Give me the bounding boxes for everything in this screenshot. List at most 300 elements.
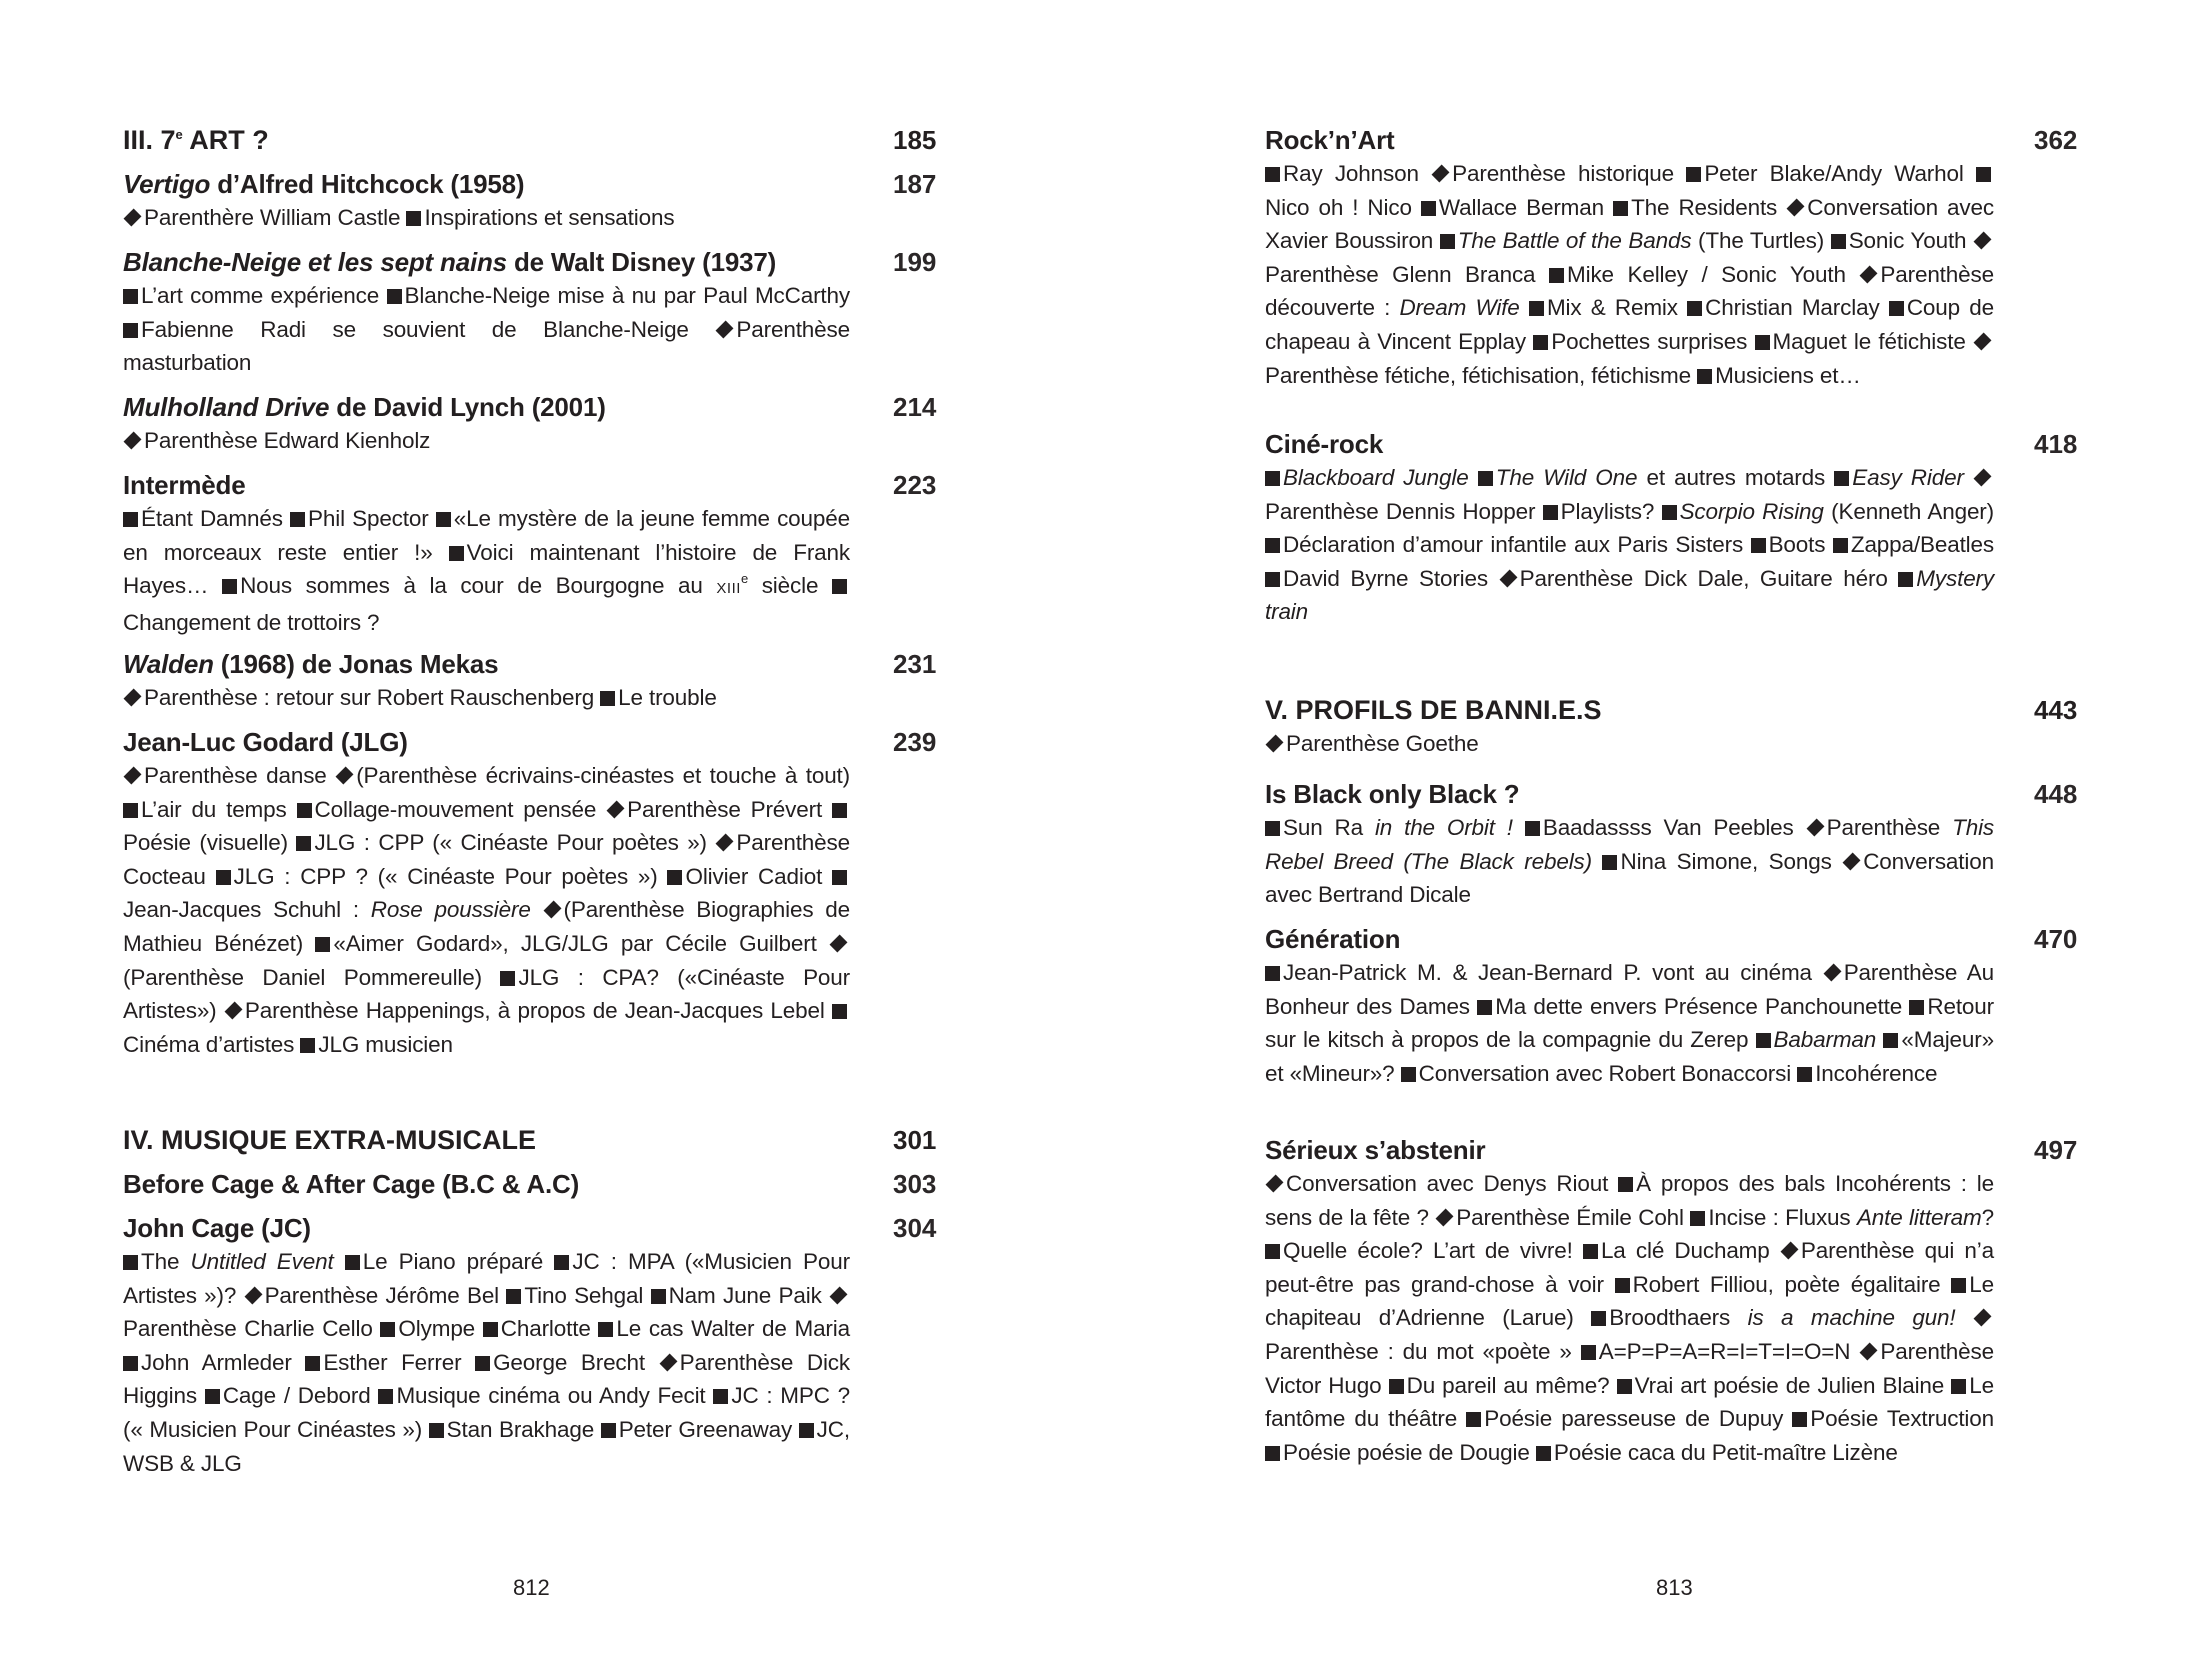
entry-heading-row	[123, 726, 941, 758]
italic-title-text: Scorpio Rising	[1679, 498, 1824, 524]
text-run: Olympe	[398, 1316, 483, 1342]
text-run: Parenthèse Au Bonheur des Dames	[1265, 960, 1994, 1019]
square-bullet-icon	[378, 1389, 393, 1404]
entry-heading-row	[123, 124, 941, 156]
square-bullet-icon	[1265, 167, 1280, 182]
square-bullet-icon	[1687, 301, 1702, 316]
entry-heading-row	[1265, 694, 2082, 726]
square-bullet-icon	[123, 1356, 138, 1371]
diamond-bullet-icon	[124, 209, 142, 227]
square-bullet-icon	[1265, 572, 1280, 587]
diamond-bullet-icon	[1860, 1343, 1878, 1361]
square-bullet-icon	[1602, 855, 1617, 870]
square-bullet-icon	[1617, 1379, 1632, 1394]
square-bullet-icon	[598, 1322, 613, 1337]
square-bullet-icon	[1389, 1379, 1404, 1394]
entry-heading-row	[123, 469, 941, 501]
diamond-bullet-icon	[716, 834, 734, 852]
text-run: Parenthèse Victor Hugo	[1265, 1338, 1994, 1398]
text-run: XIII	[716, 580, 741, 598]
text-run: The	[141, 1249, 191, 1274]
toc-entry-part-5	[1265, 694, 2082, 761]
chapter-title	[1265, 124, 1394, 156]
page-reference: 304	[893, 1213, 937, 1243]
square-bullet-icon	[1756, 1033, 1771, 1048]
text-run: Poésie paresseuse de Dupuy	[1484, 1406, 1793, 1432]
square-bullet-icon	[1833, 538, 1848, 553]
toc-entry-mulholland-drive	[123, 391, 941, 458]
text-run: Coup de chapeau à Vincent Epplay	[1265, 295, 1994, 354]
text-run	[1592, 849, 1603, 874]
chapter-title	[1265, 428, 1383, 460]
diamond-bullet-icon	[830, 1286, 848, 1304]
square-bullet-icon	[1613, 201, 1628, 216]
square-bullet-icon	[1976, 167, 1991, 182]
entry-heading-row	[1265, 428, 2082, 460]
text-run: George Brecht	[493, 1349, 659, 1375]
square-bullet-icon	[832, 870, 847, 885]
square-bullet-icon	[554, 1255, 569, 1270]
text-run: Intermède	[123, 470, 246, 500]
square-bullet-icon	[296, 836, 311, 851]
square-bullet-icon	[216, 870, 231, 885]
text-run: Ma dette envers Présence Panchounette	[1495, 993, 1910, 1019]
text-run: Christian Marclay	[1705, 295, 1889, 321]
square-bullet-icon	[1265, 821, 1280, 836]
section-topics	[123, 681, 850, 715]
italic-title-text: Easy Rider	[1852, 465, 1964, 490]
text-run: Parenthèse fétiche, fétichisation, fétichisme	[1265, 362, 1698, 388]
square-bullet-icon	[1662, 505, 1677, 520]
text-run: (Kenneth Anger)	[1823, 498, 1994, 524]
square-bullet-icon	[799, 1423, 814, 1438]
text-run: Conversation avec Robert Bonaccorsi	[1418, 1060, 1798, 1086]
section-topics	[123, 1245, 850, 1480]
square-bullet-icon	[1401, 1067, 1416, 1082]
text-run: Incise : Fluxus	[1708, 1204, 1857, 1230]
square-bullet-icon	[429, 1423, 444, 1438]
diamond-bullet-icon	[1974, 1309, 1992, 1327]
square-bullet-icon	[1951, 1278, 1966, 1293]
entry-heading-row	[123, 1212, 941, 1244]
square-bullet-icon	[449, 546, 464, 561]
toc-entry-walden	[123, 648, 941, 715]
text-run	[1520, 295, 1529, 320]
diamond-bullet-icon	[244, 1286, 262, 1304]
square-bullet-icon	[832, 803, 847, 818]
text-run: Du pareil au même?	[1406, 1372, 1617, 1398]
text-run: Jean-Jacques Schuhl :	[123, 897, 371, 923]
square-bullet-icon	[600, 691, 615, 706]
toc-entry-generation	[1265, 923, 2082, 1090]
toc-entry-godard	[123, 726, 941, 1061]
italic-title-text: This Rebel Breed (The Black rebels)	[1265, 815, 1995, 874]
diamond-bullet-icon	[1843, 852, 1861, 870]
square-bullet-icon	[123, 512, 138, 527]
square-bullet-icon	[832, 579, 847, 594]
toc-entry-is-black-only-black	[1265, 778, 2082, 912]
diamond-bullet-icon	[543, 901, 561, 919]
text-run: Tino Sehgal	[524, 1282, 651, 1308]
text-run: «Majeur» et «Mineur»?	[1265, 1027, 1994, 1086]
text-run: Wallace Berman	[1438, 194, 1614, 220]
text-run: Parenthèse Glenn Branca	[1265, 261, 1549, 287]
text-run: Parenthère William Castle	[144, 205, 407, 230]
square-bullet-icon	[300, 1038, 315, 1053]
square-bullet-icon	[1265, 471, 1280, 486]
square-bullet-icon	[1581, 1345, 1596, 1360]
square-bullet-icon	[1889, 301, 1904, 316]
text-run: Le cas Walter de Maria	[616, 1316, 850, 1342]
square-bullet-icon	[1909, 1000, 1924, 1015]
section-topics	[123, 424, 850, 458]
text-run: JC : MPA («Musicien Pour Artistes »)?	[123, 1249, 850, 1308]
text-run: Parenthèse Charlie Cello	[123, 1316, 381, 1342]
text-run: Nam June Paik	[668, 1282, 830, 1308]
text-run: e	[740, 571, 749, 587]
page-reference: 214	[893, 392, 937, 422]
text-run: Conversation avec Denys Riout	[1286, 1171, 1619, 1196]
text-run	[1513, 815, 1525, 840]
diamond-bullet-icon	[124, 767, 142, 785]
square-bullet-icon	[1529, 301, 1544, 316]
italic-title-text: Rose poussière	[370, 897, 531, 923]
text-run: (Parenthèse écrivains-cinéastes et touche à tout)	[356, 763, 850, 788]
part-title	[123, 124, 269, 156]
text-run	[334, 1249, 345, 1274]
square-bullet-icon	[651, 1289, 666, 1304]
text-run: Conversation avec Xavier Boussiron	[1265, 194, 1994, 254]
text-run: Ray Johnson	[1283, 161, 1432, 186]
chapter-title	[123, 726, 408, 758]
text-run: Blanche-Neige mise à nu par Paul McCarthy	[404, 283, 851, 308]
section-topics	[1265, 1167, 1994, 1469]
text-run: Génération	[1265, 924, 1401, 954]
text-run: Vrai art poésie de Julien Blaine	[1634, 1372, 1952, 1398]
italic-title-text: Untitled Event	[190, 1249, 334, 1274]
text-run: Phil Spector	[308, 506, 436, 531]
left-page	[0, 0, 1102, 1654]
text-run: Sonic Youth	[1848, 228, 1973, 254]
diamond-bullet-icon	[659, 1353, 677, 1371]
text-run: Poésie caca du Petit-maître Lizène	[1553, 1439, 1898, 1465]
text-run: Le chapiteau d’Adrienne (Larue)	[1265, 1271, 1994, 1331]
text-run: Parenthèse masturbation	[123, 316, 850, 376]
text-run: V. PROFILS DE BANNI.E.S	[1265, 695, 1602, 725]
square-bullet-icon	[1477, 1000, 1492, 1015]
square-bullet-icon	[123, 323, 138, 338]
text-run: Parenthèse Dick Dale, Guitare héro	[1519, 565, 1899, 591]
text-run: ?	[1981, 1204, 1994, 1230]
square-bullet-icon	[1797, 1067, 1812, 1082]
page-number-left: 812	[513, 1575, 550, 1600]
toc-entry-serieux-s-abstenir	[1265, 1134, 2082, 1469]
diamond-bullet-icon	[1436, 1208, 1454, 1226]
text-run: Pochettes surprises	[1551, 328, 1755, 354]
text-run: Fabienne Radi se souvient de Blanche-Neige	[141, 316, 716, 342]
text-run: JLG : CPA? («Cinéaste Pour Artistes»)	[123, 964, 850, 1024]
text-run: Boots	[1768, 532, 1833, 558]
text-run: Nous sommes à la cour de Bourgogne au	[240, 573, 717, 599]
toc-entry-john-cage	[123, 1212, 941, 1480]
text-run: Sun Ra	[1283, 815, 1375, 840]
part-title	[1265, 694, 1602, 726]
text-run: Parenthèse Dick Higgins	[123, 1349, 851, 1409]
entry-heading-row	[1265, 778, 2082, 810]
square-bullet-icon	[1883, 1033, 1898, 1048]
diamond-bullet-icon	[336, 767, 354, 785]
square-bullet-icon	[1834, 471, 1849, 486]
text-run: Before Cage & After Cage (B.C & A.C)	[123, 1169, 580, 1199]
toc-entry-part-4	[123, 1124, 941, 1156]
entry-heading-row	[123, 168, 941, 200]
italic-title-text: Blackboard Jungle	[1283, 465, 1469, 490]
text-run	[1964, 465, 1973, 490]
text-run: Parenthèse Prévert	[627, 796, 833, 822]
square-bullet-icon	[1792, 1412, 1807, 1427]
text-run: Is Black only Black ?	[1265, 779, 1520, 809]
text-run: III. 7	[123, 125, 176, 155]
chapter-title	[123, 1168, 579, 1200]
text-run: L’art comme expérience	[141, 283, 387, 308]
square-bullet-icon	[406, 211, 421, 226]
square-bullet-icon	[1543, 505, 1558, 520]
text-run: Déclaration d’amour infantile aux Paris Sisters	[1283, 532, 1751, 558]
diamond-bullet-icon	[1974, 232, 1992, 250]
text-run: Peter Blake/Andy Warhol	[1704, 161, 1976, 186]
square-bullet-icon	[1686, 167, 1701, 182]
part-title	[123, 1124, 536, 1156]
text-run: Olivier Cadiot	[685, 863, 833, 889]
diamond-bullet-icon	[1806, 819, 1824, 837]
diamond-bullet-icon	[607, 800, 625, 818]
italic-title-text: Vertigo	[123, 169, 211, 199]
text-run: Parenthèse Dennis Hopper	[1265, 498, 1543, 524]
text-run: Le trouble	[618, 685, 717, 710]
page-reference: 185	[893, 125, 937, 155]
square-bullet-icon	[297, 803, 312, 818]
square-bullet-icon	[506, 1289, 521, 1304]
text-run: Jean-Patrick M. & Jean-Bernard P. vont au cinéma	[1283, 960, 1823, 985]
italic-title-text: Dream Wife	[1399, 295, 1520, 321]
square-bullet-icon	[1265, 1446, 1280, 1461]
right-page	[1102, 0, 2205, 1654]
italic-title-text: Ante litteram	[1856, 1204, 1982, 1230]
text-run: Collage-mouvement pensée	[314, 796, 607, 822]
square-bullet-icon	[1618, 1177, 1633, 1192]
text-run: Cage / Debord	[222, 1383, 379, 1409]
diamond-bullet-icon	[124, 432, 142, 450]
text-run: Étant Damnés	[141, 506, 291, 531]
text-run: Parenthèse Cocteau	[123, 830, 850, 889]
section-topics	[1265, 727, 1994, 761]
page-reference: 301	[893, 1125, 937, 1155]
diamond-bullet-icon	[124, 689, 142, 707]
italic-title-text: in the Orbit !	[1374, 815, 1513, 840]
diamond-bullet-icon	[1860, 265, 1878, 283]
square-bullet-icon	[832, 1004, 847, 1019]
text-run: Poésie Textruction	[1810, 1406, 1994, 1432]
text-run: Parenthèse	[1826, 815, 1953, 840]
text-run: Poésie poésie de Dougie	[1283, 1439, 1536, 1465]
text-run: Nico oh ! Nico	[1265, 194, 1421, 220]
text-run: IV. MUSIQUE EXTRA-MUSICALE	[123, 1125, 537, 1155]
text-run: Rock’n’Art	[1265, 125, 1395, 155]
chapter-title	[123, 391, 606, 423]
entry-heading-row	[123, 246, 941, 278]
text-run: Peter Greenaway	[618, 1416, 799, 1442]
italic-title-text: Blanche-Neige et les sept nains	[123, 247, 507, 277]
text-run: Stan Brakhage	[446, 1416, 601, 1442]
text-run: Parenthèse Goethe	[1286, 731, 1479, 756]
italic-title-text: Babarman	[1773, 1027, 1877, 1053]
toc-entry-vertigo	[123, 168, 941, 235]
square-bullet-icon	[713, 1389, 728, 1404]
text-run: Parenthèse Jérôme Bel	[264, 1282, 507, 1308]
diamond-bullet-icon	[1787, 198, 1805, 216]
text-run	[1469, 465, 1478, 490]
italic-title-text: Mystery train	[1265, 565, 1994, 625]
text-run: Le fantôme du théâtre	[1265, 1372, 1994, 1432]
text-run: Mike Kelley / Sonic Youth	[1567, 261, 1860, 287]
entry-heading-row	[123, 1168, 941, 1200]
page-reference: 239	[893, 727, 937, 757]
text-run: Nina Simone, Songs	[1620, 848, 1843, 874]
entry-heading-row	[1265, 124, 2082, 156]
square-bullet-icon	[222, 579, 237, 594]
text-run: Voici maintenant l’histoire de Frank Hayes…	[123, 539, 850, 599]
entry-heading-row	[123, 391, 941, 423]
entry-heading-row	[1265, 923, 2082, 955]
page-reference: 303	[893, 1169, 937, 1199]
square-bullet-icon	[290, 512, 305, 527]
text-run: A=P=P=A=R=I=T=I=O=N	[1598, 1338, 1860, 1364]
page-number-right: 813	[1656, 1575, 1693, 1600]
page-reference: 443	[2034, 695, 2078, 725]
square-bullet-icon	[667, 870, 682, 885]
diamond-bullet-icon	[1432, 165, 1450, 183]
square-bullet-icon	[483, 1322, 498, 1337]
text-run: À propos des bals Incohérents : le sens de la fête ?	[1265, 1171, 1995, 1230]
italic-title-text: The Battle of the Bands	[1457, 228, 1692, 254]
entry-heading-row	[123, 1124, 941, 1156]
text-run: «Aimer Godard», JLG/JLG par Cécile Guilbert	[333, 930, 829, 956]
section-topics	[1265, 956, 1994, 1090]
text-run: Musiciens et…	[1715, 362, 1861, 388]
text-run: (1968) de Jonas Mekas	[213, 649, 499, 679]
diamond-bullet-icon	[1974, 469, 1992, 487]
text-run: Parenthèse qui n’a peut-être pas grand-chose à voir	[1265, 1238, 1994, 1297]
text-run: (Parenthèse Daniel Pommereulle)	[123, 964, 501, 990]
square-bullet-icon	[123, 1255, 138, 1270]
square-bullet-icon	[1591, 1311, 1606, 1326]
page-reference: 418	[2034, 429, 2078, 459]
square-bullet-icon	[1466, 1412, 1481, 1427]
text-run: Sérieux s’abstenir	[1265, 1135, 1486, 1165]
text-run	[1876, 1027, 1883, 1052]
section-topics	[1265, 461, 1994, 629]
toc-entry-before-cage	[123, 1168, 941, 1200]
square-bullet-icon	[1615, 1278, 1630, 1293]
square-bullet-icon	[1831, 234, 1846, 249]
entry-heading-row	[1265, 1134, 2082, 1166]
diamond-bullet-icon	[1499, 569, 1517, 587]
text-run: Parenthèse Émile Cohl	[1456, 1204, 1691, 1230]
diamond-bullet-icon	[1266, 735, 1284, 753]
text-run: Retour sur le kitsch à propos de la compagnie du Zerep	[1265, 993, 1994, 1053]
chapter-title	[1265, 1134, 1485, 1166]
text-run: Baadassss Van Peebles	[1542, 815, 1806, 840]
square-bullet-icon	[1421, 201, 1436, 216]
text-run: Inspirations et sensations	[424, 205, 675, 230]
square-bullet-icon	[380, 1322, 395, 1337]
square-bullet-icon	[205, 1389, 220, 1404]
text-run: JC, WSB & JLG	[123, 1416, 850, 1476]
square-bullet-icon	[1440, 234, 1455, 249]
toc-entry-blanche-neige	[123, 246, 941, 380]
text-run: de Walt Disney (1937)	[506, 247, 777, 277]
diamond-bullet-icon	[1266, 1175, 1284, 1193]
page-reference: 470	[2034, 924, 2078, 954]
square-bullet-icon	[1478, 471, 1493, 486]
text-run: Parenthèse découverte :	[1265, 261, 1994, 321]
section-topics	[123, 759, 850, 1061]
square-bullet-icon	[1549, 268, 1564, 283]
entry-heading-row	[123, 648, 941, 680]
section-topics	[123, 502, 850, 639]
text-run: The Residents	[1631, 194, 1787, 220]
square-bullet-icon	[1751, 538, 1766, 553]
text-run: «Le mystère de la jeune femme coupée en morceaux reste entier !»	[123, 506, 850, 565]
text-run: Zappa/Beatles	[1850, 532, 1994, 558]
toc-entry-cine-rock	[1265, 428, 2082, 629]
square-bullet-icon	[1265, 966, 1280, 981]
text-run: La clé Duchamp	[1600, 1238, 1780, 1264]
text-run: JLG musicien	[318, 1031, 453, 1057]
text-run: Quelle école? L’art de vivre!	[1283, 1238, 1583, 1264]
chapter-title	[123, 648, 498, 680]
square-bullet-icon	[123, 289, 138, 304]
text-run: Mix & Remix	[1546, 295, 1688, 321]
text-run: Parenthèse : retour sur Robert Rauschenberg	[144, 685, 601, 710]
text-run: David Byrne Stories	[1283, 565, 1499, 591]
text-run: Parenthèse historique	[1452, 161, 1687, 186]
text-run: John Cage (JC)	[123, 1213, 311, 1243]
diamond-bullet-icon	[1780, 1242, 1798, 1260]
text-run	[1956, 1305, 1973, 1330]
text-run: Parenthèse Happenings, à propos de Jean-Jacques Lebel	[244, 998, 833, 1024]
text-run: Ciné-rock	[1265, 429, 1384, 459]
section-topics	[123, 201, 850, 235]
text-run: Charlotte	[500, 1316, 599, 1342]
text-run: et autres motards	[1637, 465, 1835, 490]
toc-entry-part-3	[123, 124, 941, 156]
toc-entry-rock-n-art	[1265, 124, 2082, 392]
text-run: e	[175, 127, 183, 142]
text-run: (The Turtles)	[1691, 228, 1831, 254]
diamond-bullet-icon	[1823, 964, 1841, 982]
diamond-bullet-icon	[224, 1002, 242, 1020]
section-topics	[1265, 157, 1994, 392]
square-bullet-icon	[1536, 1446, 1551, 1461]
square-bullet-icon	[123, 803, 138, 818]
square-bullet-icon	[500, 971, 515, 986]
page-reference: 448	[2034, 779, 2078, 809]
chapter-title	[1265, 923, 1400, 955]
square-bullet-icon	[1265, 538, 1280, 553]
text-run: (Parenthèse Biographies de Mathieu Bénézet)	[123, 897, 850, 956]
page-reference: 187	[893, 169, 937, 199]
